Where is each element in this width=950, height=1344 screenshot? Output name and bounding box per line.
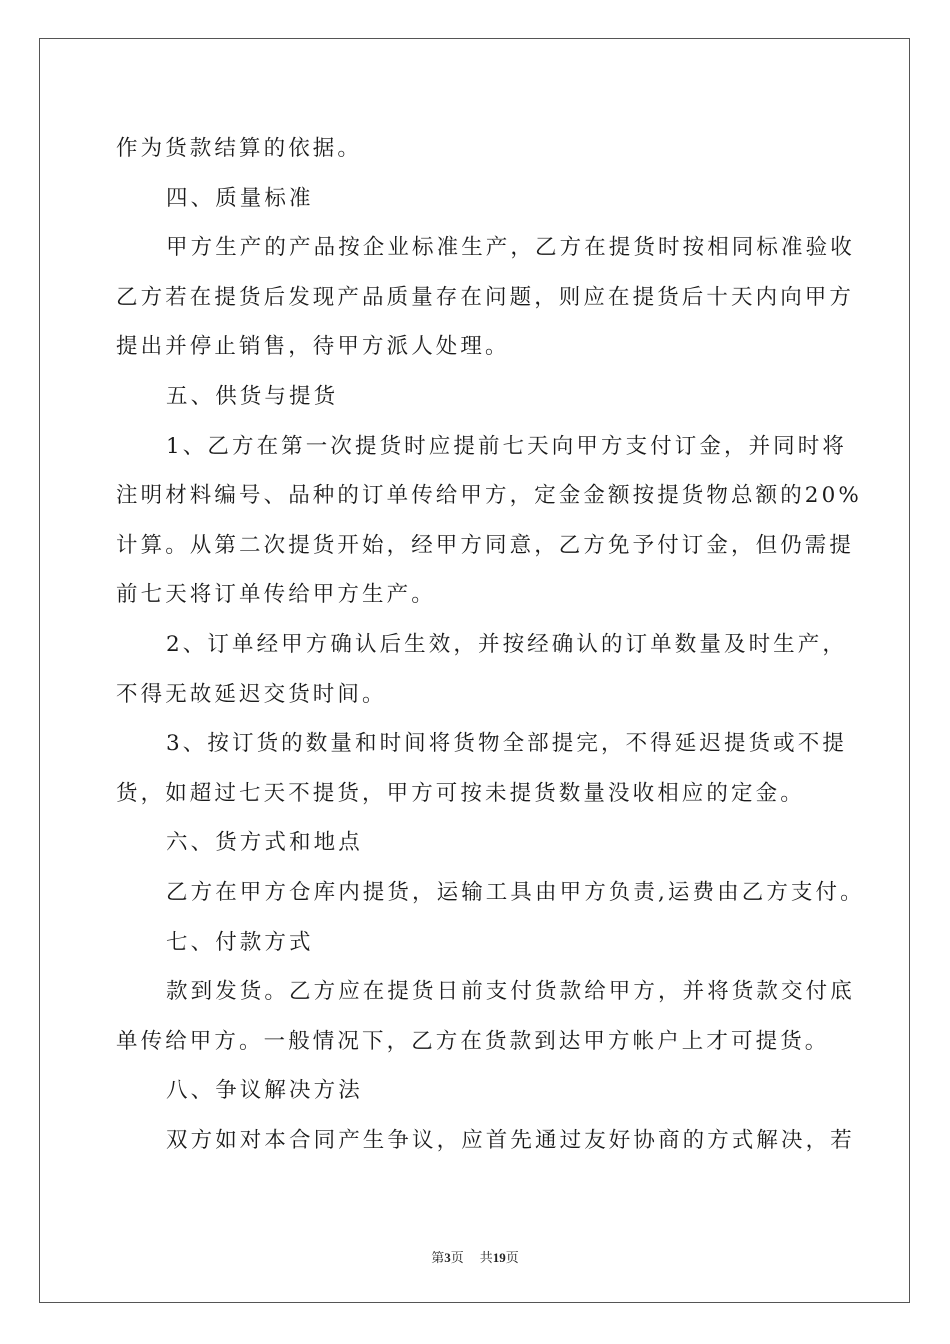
section-heading-payment: 七、付款方式 bbox=[166, 929, 314, 955]
text-line: 1、乙方在第一次提货时应提前七天向甲方支付订金，并同时将 bbox=[166, 433, 847, 459]
page-footer bbox=[0, 1247, 950, 1266]
text-line: 不得无故延迟交货时间。 bbox=[116, 681, 387, 707]
section-heading-dispute: 八、争议解决方法 bbox=[166, 1078, 363, 1104]
text-line: 乙方若在提货后发现产品质量存在问题，则应在提货后十天内向甲方 bbox=[116, 284, 855, 310]
text-line: 双方如对本合同产生争议，应首先通过友好协商的方式解决，若 bbox=[166, 1127, 855, 1153]
text-line: 计算。从第二次提货开始，经甲方同意，乙方免予付订金，但仍需提 bbox=[116, 532, 855, 558]
text-line: 3、按订货的数量和时间将货物全部提完，不得延迟提货或不提 bbox=[166, 731, 847, 757]
page-indicator: 第3页 bbox=[431, 1250, 464, 1265]
text-line: 提出并停止销售，待甲方派人处理。 bbox=[116, 334, 510, 360]
text-line: 款到发货。乙方应在提货日前支付货款给甲方，并将货款交付底 bbox=[166, 979, 855, 1005]
text-line: 前七天将订单传给甲方生产。 bbox=[116, 582, 436, 608]
text-line: 乙方在甲方仓库内提货，运输工具由甲方负责,运费由乙方支付。 bbox=[166, 879, 865, 905]
text-line: 作为货款结算的依据。 bbox=[116, 136, 363, 161]
text-line: 甲方生产的产品按企业标准生产，乙方在提货时按相同标准验收 bbox=[166, 235, 855, 261]
text-line: 2、订单经甲方确认后生效，并按经确认的订单数量及时生产， bbox=[166, 631, 847, 657]
total-pages-indicator: 共19页 bbox=[479, 1250, 519, 1265]
text-line: 注明材料编号、品种的订单传给甲方，定金金额按提货物总额的20% bbox=[116, 483, 862, 509]
section-heading-delivery: 六、货方式和地点 bbox=[166, 830, 363, 856]
section-heading-quality: 四、质量标准 bbox=[166, 185, 314, 211]
text-line: 货，如超过七天不提货，甲方可按未提货数量没收相应的定金。 bbox=[116, 780, 805, 806]
text-line: 单传给甲方。一般情况下，乙方在货款到达甲方帐户上才可提货。 bbox=[116, 1028, 830, 1054]
section-heading-supply: 五、供货与提货 bbox=[166, 383, 339, 409]
document-body bbox=[116, 124, 865, 1165]
